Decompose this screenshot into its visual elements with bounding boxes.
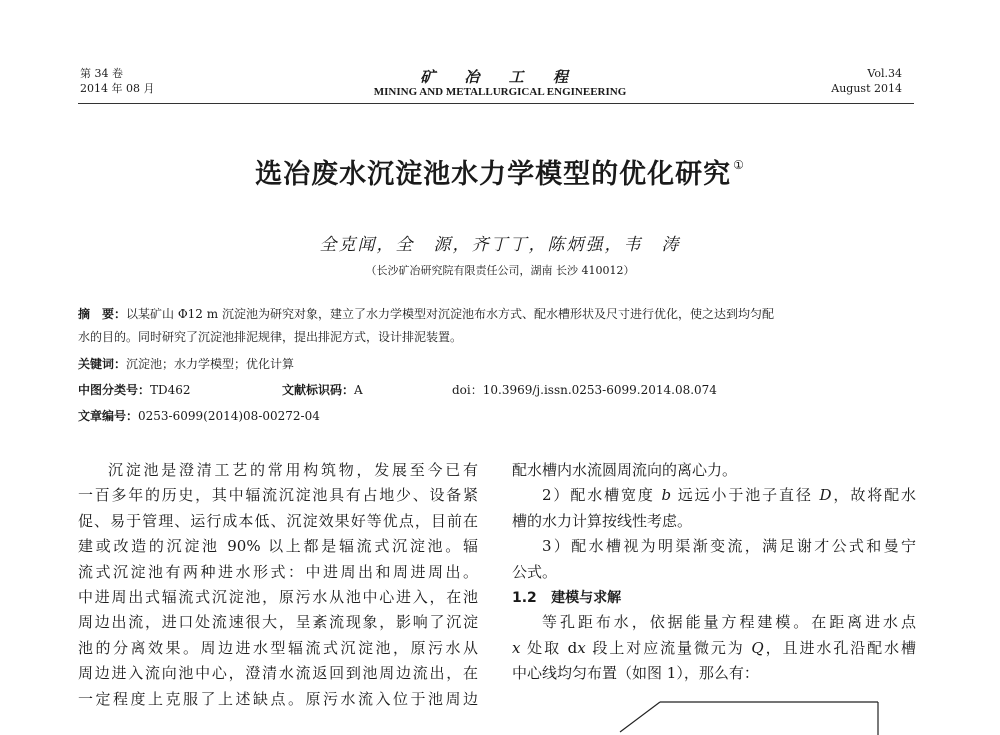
body-line: 流式沉淀池有两种进水形式：中进周出和周进周出。: [78, 562, 478, 581]
body-line: 等孔距布水，依据能量方程建模。在距离进水点: [542, 613, 916, 632]
body-line: 中心线均匀布置（如图 1），那么有：: [512, 664, 759, 683]
author-list: 全克闻，全 源，齐丁丁，陈炳强，韦 涛: [319, 235, 681, 255]
math-symbol: b: [661, 486, 672, 505]
math-symbol: x: [512, 638, 521, 657]
clc-value: TD462: [150, 383, 191, 397]
body-line: 周边进入流向池中心，澄清水流返回到池周边流出，在: [78, 664, 478, 683]
header-volume: 第 34 卷: [80, 67, 123, 80]
math-symbol: x: [577, 638, 586, 657]
article-number-label: 文章编号：: [78, 409, 139, 423]
header-volume-en: Vol.34: [867, 67, 902, 80]
paper-title: [0, 152, 1000, 191]
body-line: 槽的水力计算按线性考虑。: [512, 511, 693, 530]
document-code-label: 文献标识码：: [282, 383, 355, 397]
body-line: 公式。: [512, 562, 558, 581]
clc-label: 中图分类号：: [78, 383, 151, 397]
abstract-line-2: [78, 329, 462, 345]
title-footnote-mark: ①: [733, 158, 745, 172]
keywords-label: 关键词：: [78, 357, 127, 371]
math-symbol: Q: [751, 638, 764, 657]
body-text: 段上对应流量微元为: [585, 638, 752, 657]
article-number-value: 0253-6099(2014)08-00272-04: [138, 409, 320, 423]
section-title: 建模与求解: [551, 589, 622, 606]
body-line: 周边出流，进口处流速很大，呈紊流现象，影响了沉淀: [78, 613, 478, 632]
abstract-label: 摘 要：: [78, 307, 127, 321]
body-line: 促、易于管理、运行成本低、沉淀效果好等优点，目前在: [78, 511, 478, 530]
body-text: 2）配水槽宽度: [542, 486, 662, 505]
body-line: 一百多年的历史，其中辐流沉淀池具有占地少、设备紧: [78, 486, 478, 505]
article-number: [78, 408, 320, 424]
body-text: ，且进水孔沿配水槽: [763, 638, 917, 657]
header-journal-name-en: MINING AND METALLURGICAL ENGINEERING: [373, 86, 627, 98]
body-right-column: [512, 458, 916, 687]
paper-title-text: 选冶废水沉淀池水力学模型的优化研究: [255, 159, 732, 190]
header-date-en: August 2014: [831, 82, 902, 95]
figure-line: [620, 702, 660, 732]
body-text: 远远小于池子直径: [671, 486, 820, 505]
abstract-text-1: 以某矿山 Φ12 m 沉淀池为研究对象，建立了水力学模型对沉淀池布水方式、配水槽形状及尺寸进行优化，使之达到均匀配: [126, 307, 774, 321]
body-left-column: [78, 458, 478, 712]
keywords: [78, 356, 294, 372]
abstract-text-2: 水的目的。同时研究了沉淀池排泥规律，提出排泥方式，设计排泥装置。: [78, 330, 463, 344]
math-symbol: D: [819, 486, 832, 505]
body-text: 处取 d: [520, 638, 578, 657]
section-number: 1.2: [512, 589, 537, 606]
figure-1-partial: [560, 692, 900, 735]
keywords-value: 沉淀池；水力学模型；优化计算: [126, 357, 295, 371]
body-line: 池的分离效果。周边进水型辐流式沉淀池，原污水从: [78, 638, 478, 657]
body-line: [512, 636, 916, 661]
header-journal-name-cn: 矿 冶 工 程: [420, 68, 580, 86]
doi: doi：10.3969/j.issn.0253-6099.2014.08.074: [452, 383, 717, 397]
clc-number: [78, 382, 191, 398]
body-text: ，故将配水: [831, 486, 916, 505]
abstract-line-1: [78, 306, 774, 322]
document-code: [282, 382, 363, 398]
document-code-value: A: [354, 383, 363, 397]
author-affiliation: （长沙矿冶研究院有限责任公司，湖南 长沙 410012）: [365, 264, 635, 277]
header-date: 2014 年 08 月: [80, 82, 155, 95]
body-line: 中进周出式辐流式沉淀池，原污水从池中心进入，在池: [78, 587, 478, 606]
body-line: 建或改造的沉淀池 90% 以上都是辐流式沉淀池。辐: [78, 537, 478, 556]
body-line: 配水槽内水流圆周流向的离心力。: [512, 461, 738, 479]
body-line: [512, 483, 916, 508]
body-line: 3）配水槽视为明渠渐变流，满足谢才公式和曼宁: [542, 537, 916, 556]
body-line: 沉淀池是澄清工艺的常用构筑物，发展至今已有: [108, 461, 478, 479]
header-rule: [78, 103, 914, 104]
body-line: 一定程度上克服了上述缺点。原污水流入位于池周边: [78, 689, 478, 708]
section-heading: [512, 585, 916, 610]
